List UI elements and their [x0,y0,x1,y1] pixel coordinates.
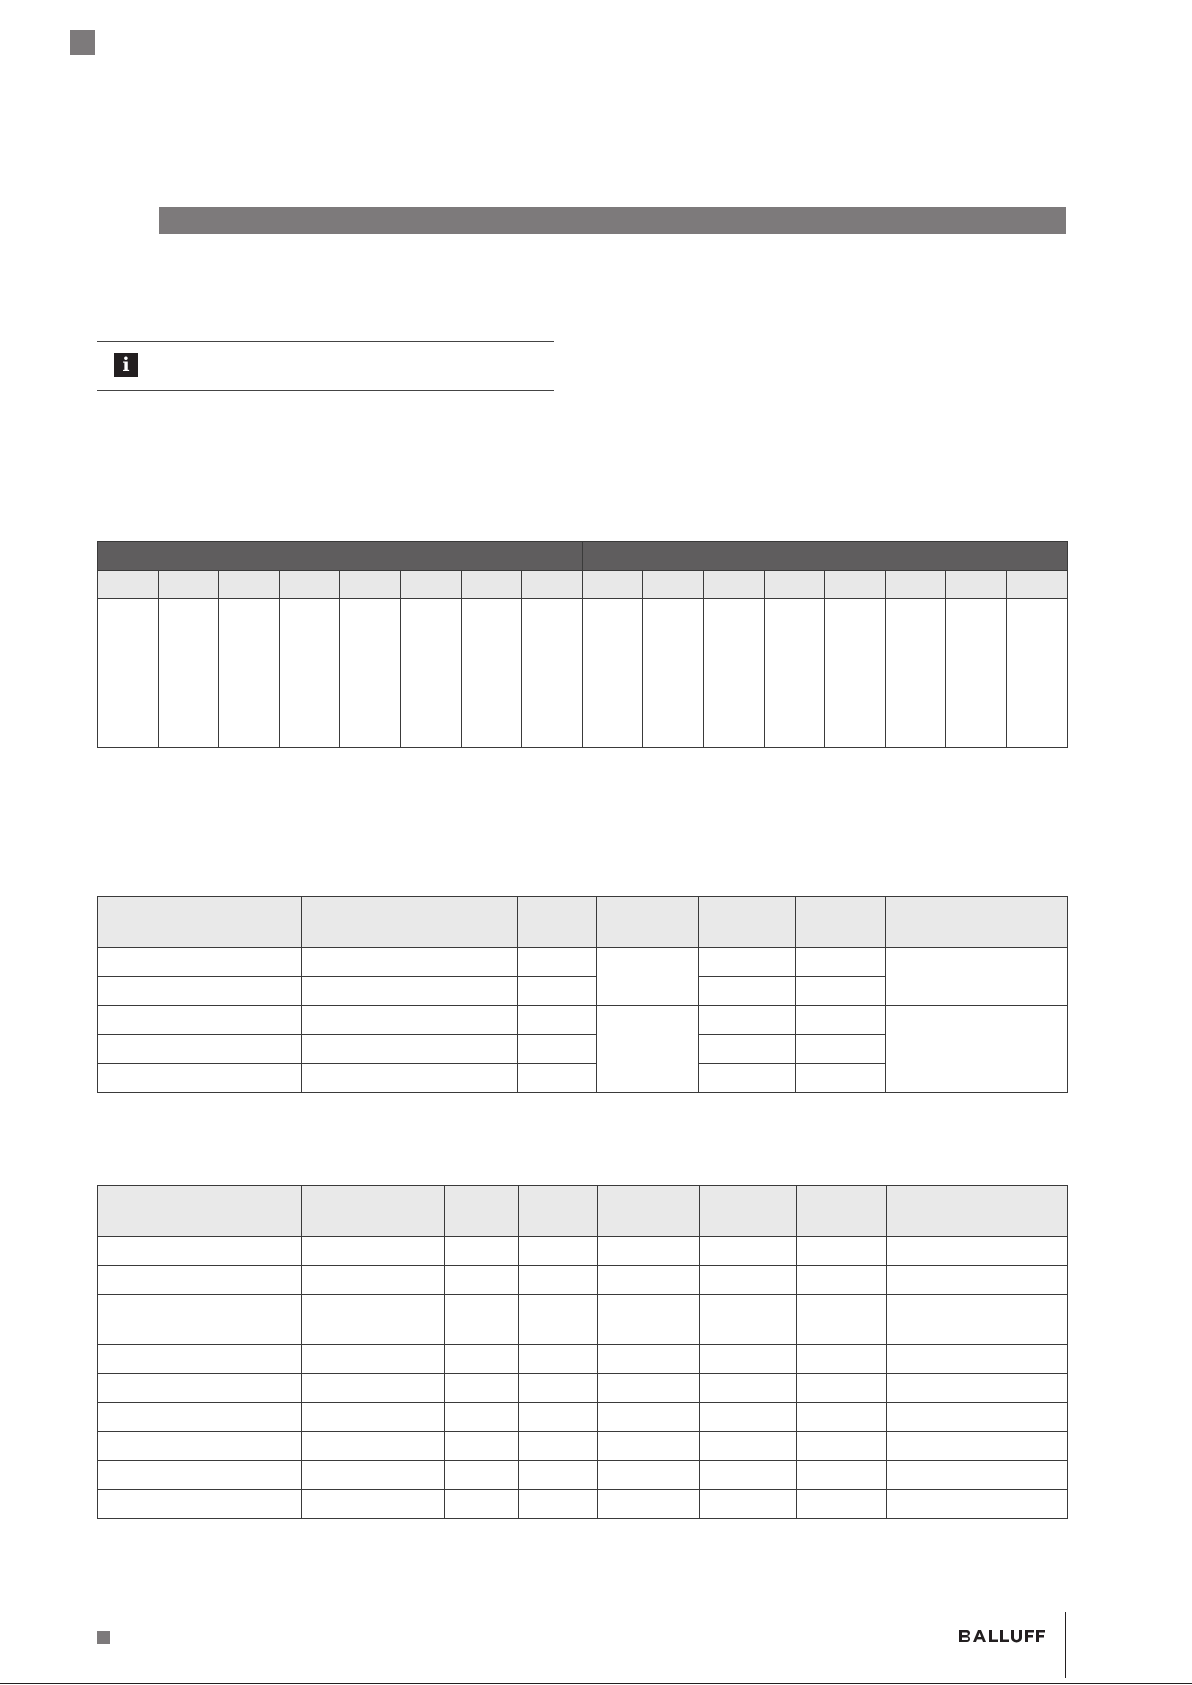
bit-value-cell [340,599,401,748]
bit-value-cell [885,599,946,748]
bit-header-cell [946,571,1007,599]
table-merged-cell [886,948,1068,1006]
parameter-table-b [97,1185,1068,1519]
table-cell [98,1432,302,1461]
bit-header-cell [461,571,522,599]
table-cell [887,1461,1068,1490]
table-cell [302,1295,445,1345]
table-b-header-row [98,1186,1068,1237]
table-header-cell [796,897,886,948]
table-cell [302,1266,445,1295]
table-cell [519,1374,598,1403]
table-cell [98,1006,302,1035]
bit-header-cell [340,571,401,599]
table-cell [887,1432,1068,1461]
table-row [98,1237,1068,1266]
info-note [97,341,554,391]
table-cell [519,1237,598,1266]
bit-value-row [98,599,1068,748]
table-cell [887,1266,1068,1295]
table-cell [98,1374,302,1403]
table-cell [700,1432,797,1461]
bit-value-cell [522,599,583,748]
balluff-logo [958,1627,1058,1645]
table-cell [699,977,796,1006]
bit-header-cell [98,571,159,599]
table-cell [98,1266,302,1295]
table-cell [518,1006,597,1035]
table-cell [796,1035,886,1064]
page-corner-marker [70,30,95,55]
table-cell [519,1266,598,1295]
table-cell [797,1295,887,1345]
table-cell [445,1266,519,1295]
table-cell [98,1403,302,1432]
table-cell [796,948,886,977]
table-cell [598,1490,700,1519]
table-cell [797,1345,887,1374]
table-cell [445,1432,519,1461]
table-row [98,1461,1068,1490]
table-row [98,1432,1068,1461]
table-header-cell [98,897,302,948]
table-cell [699,1006,796,1035]
table-cell [887,1345,1068,1374]
bit-header-cell [643,571,704,599]
table-cell [700,1237,797,1266]
page-bottom-rule [0,1683,1192,1684]
table-cell [519,1461,598,1490]
bit-header-cell [219,571,280,599]
table-cell [598,1237,700,1266]
table-cell [302,1035,518,1064]
table-header-cell [598,1186,700,1237]
table-cell [302,1432,445,1461]
table-cell [519,1432,598,1461]
bit-assignment-table [97,541,1068,748]
table-cell [797,1403,887,1432]
bit-value-cell [461,599,522,748]
bit-value-cell [279,599,340,748]
table-cell [797,1432,887,1461]
bit-header-cell [703,571,764,599]
bit-value-cell [158,599,219,748]
table-cell [700,1295,797,1345]
table-cell [700,1461,797,1490]
table-cell [302,1345,445,1374]
table-cell [797,1490,887,1519]
table-cell [445,1461,519,1490]
table-cell [796,1064,886,1093]
table-cell [887,1403,1068,1432]
info-icon: i [114,353,138,377]
table-cell [598,1432,700,1461]
table-cell [797,1266,887,1295]
bit-header-cell [764,571,825,599]
bit-value-cell [825,599,886,748]
table-cell [519,1295,598,1345]
table-cell [519,1403,598,1432]
table-header-cell [302,897,518,948]
table-cell [98,977,302,1006]
table-cell [519,1490,598,1519]
footer-divider [1065,1612,1066,1678]
bit-number-row [98,571,1068,599]
table-header-cell [445,1186,519,1237]
bit-header-cell [1006,571,1067,599]
table-cell [302,948,518,977]
table-cell [302,1006,518,1035]
table-cell [519,1345,598,1374]
table-cell [518,1064,597,1093]
bit-header-cell [279,571,340,599]
table-cell [700,1374,797,1403]
table-cell [598,1345,700,1374]
table-cell [98,1490,302,1519]
bit-header-cell [400,571,461,599]
table-cell [445,1490,519,1519]
table-header-cell [886,897,1068,948]
table-cell [445,1295,519,1345]
table-cell [302,1461,445,1490]
table-cell [797,1237,887,1266]
table-cell [797,1374,887,1403]
table-header-cell [699,897,796,948]
table-row [98,1374,1068,1403]
table-cell [98,1345,302,1374]
table-merged-cell [886,1006,1068,1093]
bit-header-cell [825,571,886,599]
byte-group-header-right [582,542,1067,571]
table-cell [598,1266,700,1295]
table-cell [302,1237,445,1266]
table-header-cell [518,897,597,948]
table-cell [302,1403,445,1432]
table-cell [302,1064,518,1093]
bit-value-cell [1006,599,1067,748]
table-header-cell [98,1186,302,1237]
bit-header-cell [582,571,643,599]
table-cell [887,1374,1068,1403]
table-cell [445,1345,519,1374]
parameter-table-a [97,896,1068,1093]
table-cell [518,1035,597,1064]
table-row [98,1345,1068,1374]
table-cell [302,1490,445,1519]
table-merged-cell [597,948,699,1006]
table-cell [302,977,518,1006]
table-cell [445,1403,519,1432]
table-cell [98,1064,302,1093]
table-row [98,1006,1068,1035]
table-cell [98,948,302,977]
bit-value-cell [219,599,280,748]
table-header-cell [302,1186,445,1237]
bit-value-cell [643,599,704,748]
table-cell [699,1035,796,1064]
section-heading-bar [159,207,1066,234]
footer-marker [97,1631,110,1644]
table-cell [700,1490,797,1519]
table-row [98,1490,1068,1519]
table-cell [598,1403,700,1432]
table-row [98,1403,1068,1432]
table-cell [598,1461,700,1490]
table-cell [98,1295,302,1345]
table-row [98,948,1068,977]
table-cell [887,1295,1068,1345]
table-cell [598,1295,700,1345]
table-cell [796,1006,886,1035]
byte-group-header-left [98,542,583,571]
table-cell [598,1374,700,1403]
table-header-cell [700,1186,797,1237]
bit-value-cell [946,599,1007,748]
table-cell [700,1266,797,1295]
table-header-cell [797,1186,887,1237]
table-row [98,1295,1068,1345]
table-cell [700,1403,797,1432]
bit-value-cell [98,599,159,748]
table-cell [445,1374,519,1403]
bit-header-cell [158,571,219,599]
bit-value-cell [582,599,643,748]
bit-value-cell [400,599,461,748]
table-header-cell [519,1186,598,1237]
table-cell [700,1345,797,1374]
table-cell [445,1237,519,1266]
table-a-header-row [98,897,1068,948]
table-cell [302,1374,445,1403]
bit-header-cell [885,571,946,599]
table-row [98,1266,1068,1295]
table-cell [98,1461,302,1490]
table-merged-cell [597,1006,699,1093]
table-cell [98,1035,302,1064]
table-cell [887,1237,1068,1266]
table-cell [887,1490,1068,1519]
table-cell [699,948,796,977]
table-cell [518,977,597,1006]
table-cell [699,1064,796,1093]
byte-group-header-row [98,542,1068,571]
bit-value-cell [703,599,764,748]
table-cell [518,948,597,977]
table-header-cell [887,1186,1068,1237]
table-cell [98,1237,302,1266]
bit-header-cell [522,571,583,599]
table-cell [797,1461,887,1490]
table-cell [796,977,886,1006]
bit-value-cell [764,599,825,748]
table-header-cell [597,897,699,948]
